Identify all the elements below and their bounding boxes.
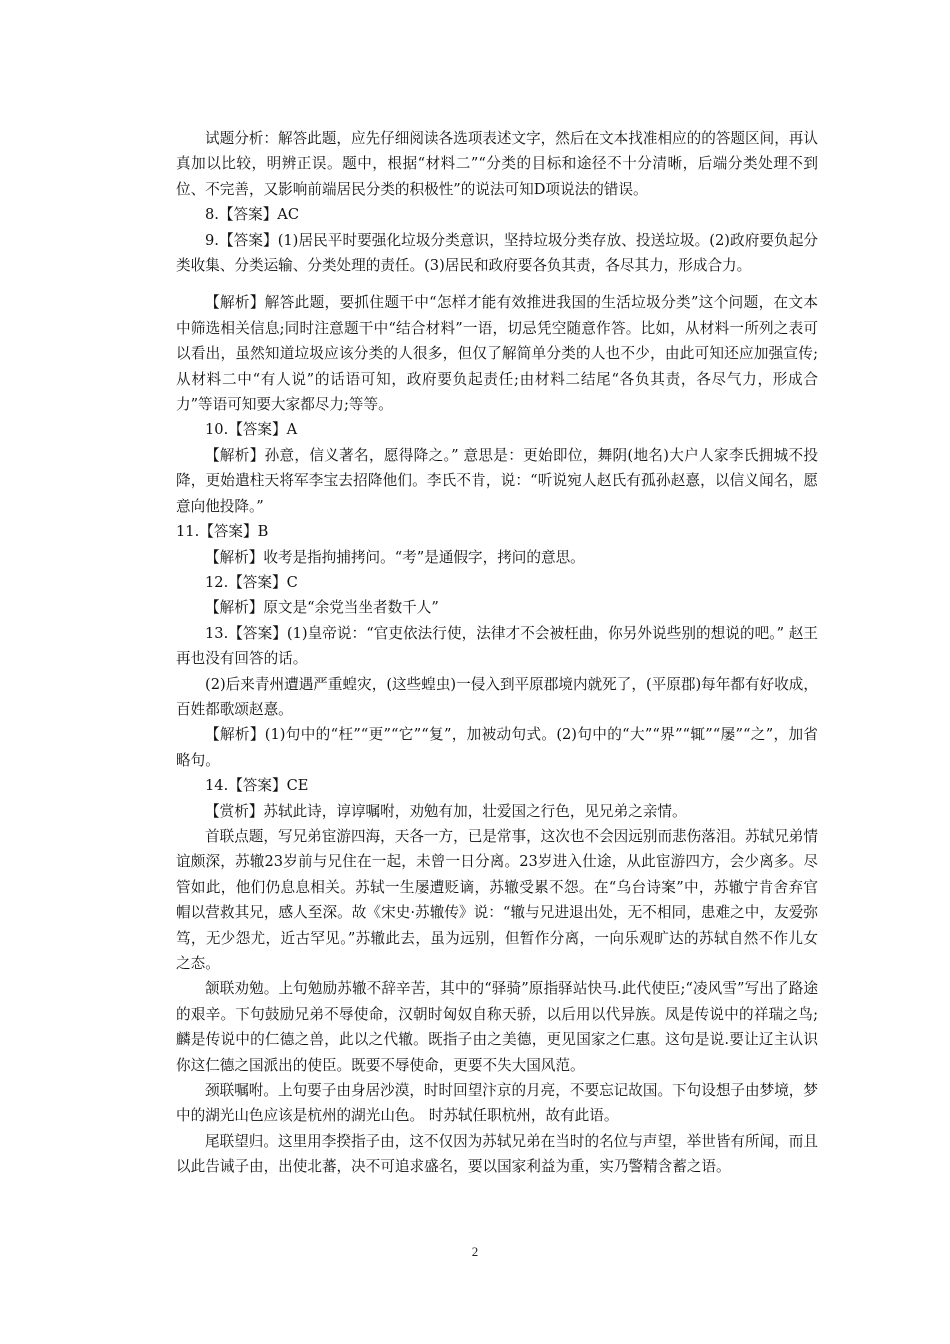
- paragraph: 【解析】(1)句中的“枉”“更”“它”“复”，加被动句式。(2)句中的“大”“界”“辄”“屡”“之”，加省略句。: [176, 726, 818, 769]
- page-number: 2: [471, 1244, 479, 1259]
- paragraph: 【解析】原文是“余党当坐者数千人”: [205, 599, 439, 617]
- page-body: [176, 126, 818, 1180]
- paragraph: 13.【答案】(1)皇帝说：“官吏依法行使，法律才不会被枉曲，你另外说些别的想说的吧。” 赵王再也没有回答的话。: [176, 624, 818, 668]
- paragraph: 首联点题，写兄弟宦游四海，天各一方，已是常事，这次也不会因远别而悲伤落泪。苏轼兄弟情谊颇深，苏辙23岁前与兄住在一起，未曾一日分离。23岁进入仕途，从此宦游四方，会少离多。尽管如此，他们仍息息相关。苏轼一生屡遭贬谪，苏辙受累不怨。在“乌台诗案”中，苏辙宁肯舍弃官帽以营救其兄，感人至深。故《宋史·苏辙传》说：“辙与兄进退出处，无不相同，患难之中，友爱弥笃，无少怨尤，近古罕见。”苏辙此去，虽为远别，但暂作分离，一向乐观旷达的苏轼自然不作儿女之态。: [176, 827, 818, 972]
- paragraph: 10.【答案】A: [205, 421, 298, 439]
- paragraph: 12.【答案】C: [205, 573, 298, 591]
- paragraph: 9.【答案】(1)居民平时要强化垃圾分类意识，坚持垃圾分类存放、投送垃圾。(2)政府要负起分类收集、分类运输、分类处理的责任。(3)居民和政府要各负其责，各尽其力，形成合力。: [176, 231, 818, 275]
- paragraph: 颔联劝勉。上句勉励苏辙不辞辛苦，其中的“驿骑”原指驿站快马.此代使臣;“凌风雪”写出了路途的艰辛。下句鼓励兄弟不辱使命，汉朝时匈奴自称天骄，以后用以代异族。凤是传说中的祥瑞之鸟;麟是传说中的仁德之兽，此以之代辙。既指子由之美德，更见国家之仁惠。这句是说.要让辽主认识你这仁德之国派出的使臣。既要不辱使命，更要不失大国风范。: [176, 980, 818, 1074]
- paragraph: (2)后来青州遭遇严重蝗灾，(这些蝗虫)一侵入到平原郡境内就死了，(平原郡)每年都有好收成，百姓都歌颂赵憙。: [176, 675, 818, 718]
- paragraph: 【解析】孙意，信义著名，愿得降之。” 意思是：更始即位，舞阴(地名)大户人家李氏拥城不投降，更始遣柱天将军李宝去招降他们。李氏不肯，说：“听说宛人赵氏有孤孙赵憙，以信义闻名，愿意向他投降。”: [176, 446, 818, 515]
- paragraph: 【赏析】苏轼此诗，谆谆嘱咐，劝勉有加，壮爱国之行色，见兄弟之亲情。: [205, 802, 687, 820]
- paragraph: 8.【答案】AC: [205, 206, 300, 224]
- paragraph: 【解析】解答此题，要抓住题干中“怎样才能有效推进我国的生活垃圾分类”这个问题，在文本中筛选相关信息;同时注意题干中“结合材料”一语，切忌凭空随意作答。比如，从材料一所列之表可以看出，虽然知道垃圾应该分类的人很多，但仅了解简单分类的人也不少，由此可知还应加强宣传;从材料二中“有人说”的话语可知，政府要负起责任;由材料二结尾“各负其责，各尽气力，形成合力”等语可知要大家都尽力;等等。: [176, 294, 818, 414]
- paragraph: 颈联嘱咐。上句要子由身居沙漠，时时回望汴京的月亮，不要忘记故国。下句设想子由梦境，梦中的湖光山色应该是杭州的湖光山色。 时苏轼任职杭州，故有此语。: [176, 1082, 818, 1125]
- paragraph: 试题分析：解答此题，应先仔细阅读各选项表述文字，然后在文本找准相应的的答题区间，再认真加以比较，明辨正误。题中，根据“材料二”“分类的目标和途径不十分清晰，后端分类处理不到位、不完善，又影响前端居民分类的积极性”的说法可知D项说法的错误。: [176, 130, 818, 198]
- paragraph: 14.【答案】CE: [205, 777, 309, 795]
- paragraph: 尾联望归。这里用李揆指子由，这不仅因为苏轼兄弟在当时的名位与声望，举世皆有所闻，而且以此告诫子由，出使北蕃，决不可追求盛名，要以国家利益为重，实乃警精含蓄之语。: [176, 1132, 818, 1176]
- paragraph: 【解析】收考是指拘捕拷问。“考”是通假字，拷问的意思。: [205, 548, 585, 566]
- paragraph: 11.【答案】B: [176, 523, 269, 541]
